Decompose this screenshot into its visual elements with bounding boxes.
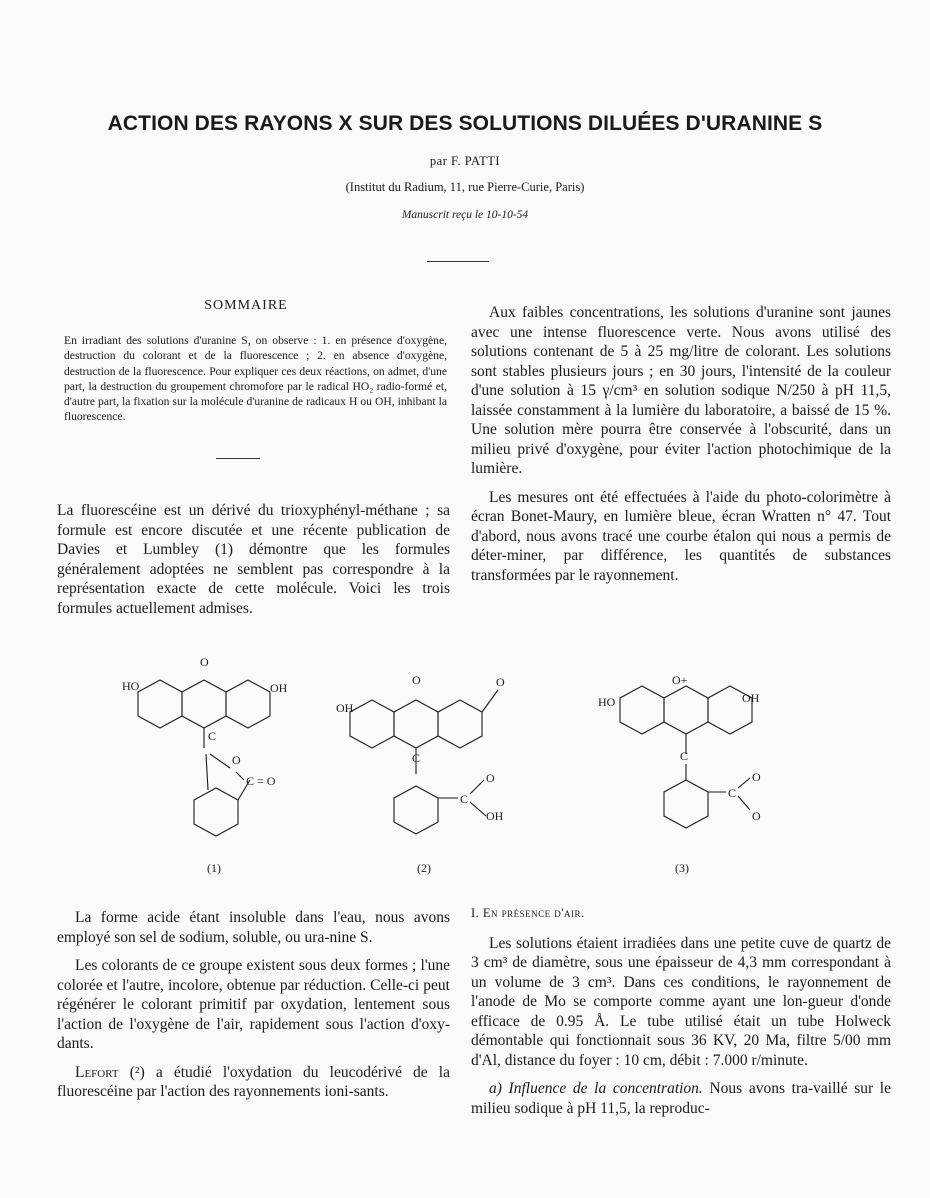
f1-o-top: O <box>200 655 209 669</box>
f2-c-acid: C <box>460 792 469 806</box>
f1-ho: HO <box>122 679 140 693</box>
f2-o-acid: O <box>486 771 495 785</box>
sommaire-text: En irradiant des solutions d'uranine S, on observe : 1. en présence d'oxygène, destruction du colorant et de la fluorescence ; 2. en absence d'oxygène, destruction de la fluorescence. Pour expliquer ces deux réactions, on admet, d'une part, la destruction du groupement chromofore par le radical HO₂ radio-formé et, d'autre part, la fixation sur la molécule d'uranine de radicaux H ou OH, inhibant la fluorescence. <box>64 334 447 424</box>
formula-label-3: (3) <box>675 861 689 875</box>
measurement-paragraph: Les mesures ont été effectuées à l'aide du photo-colorimètre à écran Bonet-Maury, en lumière bleue, écran Wratten n° 47. Tout d'abord, nous avons tracé une courbe étalon qui nous a permis de déter-miner, par différence, les quantités de substances transformées par le rayonnement. <box>471 488 891 584</box>
sommaire-heading: SOMMAIRE <box>204 298 288 313</box>
formula-2-structure <box>350 690 498 834</box>
sommaire-divider <box>216 458 260 459</box>
f2-o-keto: O <box>496 675 505 689</box>
f3-o1: O <box>752 770 761 784</box>
institution-line: (Institut du Radium, 11, rue Pierre-Curie, Paris) <box>345 180 585 194</box>
f1-co: C = O <box>246 774 276 788</box>
lefort-paragraph <box>57 1063 450 1102</box>
f1-oh: OH <box>270 681 288 695</box>
f2-c: C <box>412 751 421 765</box>
intro-text: La fluorescéine est un dérivé du trioxyphényl-méthane ; sa formule est encore discutée et une récente publication de Davies et Lumbley (1) démontre que les formules généralement adoptées ne semblent pas correspondre à la représentation exacte de cette molécule. Voici les trois formules actuellement admises. <box>57 502 450 617</box>
lefort-name: Lefort <box>75 1063 119 1081</box>
concentration-paragraph: Aux faibles concentrations, les solutions d'uranine sont jaunes avec une intense fluorescence verte. Nous avons utilisé des solutions contenant de 5 à 25 mg/litre de colorant. Les solutions sont stables plusieurs jours ; en 30 jours, l'intensité de la couleur d'une solution à 15 γ/cm³ en solution sodique N/250 à pH 11,5, laissée constamment à la lumière du laboratoire, a baissé de 15 %. Une solution mère pourra être conservée à l'obscurité, dans un milieu privé d'oxygène, pour éviter l'action photochimique de la lumière. <box>471 304 891 477</box>
f3-o-top: O+ <box>672 673 688 687</box>
acid-form-paragraph: La forme acide étant insoluble dans l'eau, nous avons employé son sel de sodium, soluble, ou ura-nine S. <box>57 909 450 946</box>
f1-o-ring: O <box>232 753 241 767</box>
author-line: par F. PATTI <box>429 154 501 168</box>
page-title: ACTION DES RAYONS X SUR DES SOLUTIONS DILUÉES D'URANINE S <box>107 112 823 135</box>
concentration-influence-paragraph <box>471 1079 891 1118</box>
right-column-bottom <box>471 904 891 1118</box>
manuscript-date: Manuscrit reçu le 10-10-54 <box>401 209 529 221</box>
f3-c: C <box>680 749 689 763</box>
f3-ho: HO <box>598 695 616 709</box>
f3-c-acid: C <box>728 786 737 800</box>
concentration-influence-label: a) Influence de la concentration. <box>489 1080 703 1097</box>
colorants-paragraph: Les colorants de ce groupe existent sous deux formes ; l'une colorée et l'autre, incolore, obtenue par réduction. Celle-ci peut régénérer le colorant primitif par oxydation, lentement sous l'action de l'oxygène de l'air, rapidement sous l'action d'oxy-dants. <box>57 957 450 1052</box>
formula-1-structure <box>138 680 270 836</box>
formula-label-2: (2) <box>417 861 431 875</box>
f3-oh: OH <box>742 691 760 705</box>
f2-oh: OH <box>336 701 354 715</box>
section-heading: I. En présence d'air. <box>471 906 585 920</box>
f3-o2: O <box>752 809 761 823</box>
formula-label-1: (1) <box>207 861 221 875</box>
left-column-bottom <box>57 908 450 1102</box>
header-divider <box>427 261 489 262</box>
f1-c: C <box>208 729 217 743</box>
concentration-influence-text: Nous avons tra-vaillé sur le milieu sodique à pH 11,5, la reproduc- <box>471 1080 891 1117</box>
f2-o-top: O <box>412 673 421 687</box>
right-column-top <box>471 303 891 585</box>
chemical-formulas <box>0 650 930 890</box>
intro-paragraph <box>57 501 450 618</box>
irradiation-paragraph: Les solutions étaient irradiées dans une petite cuve de quartz de 3 cm³ de diamètre, sous une épaisseur de 4,3 mm correspondant à un volume de 3 cm³. Dans ces conditions, le rayonnement de l'anode de Mo se comporte comme ayant une lon-gueur d'onde efficace de 0.95 Å. Le tube utilisé était un tube Holweck démontable qui fonctionnait sous 36 KV, 20 Ma, filtre 5/00 mm d'Al, distance du foyer : 10 cm, débit : 7.000 r/minute. <box>471 934 891 1069</box>
f2-oh-acid: OH <box>486 809 504 823</box>
lefort-text: (²) a étudié l'oxydation du leucodérivé de la fluorescéine par l'action des rayonnements ioni-sants. <box>57 1063 450 1100</box>
